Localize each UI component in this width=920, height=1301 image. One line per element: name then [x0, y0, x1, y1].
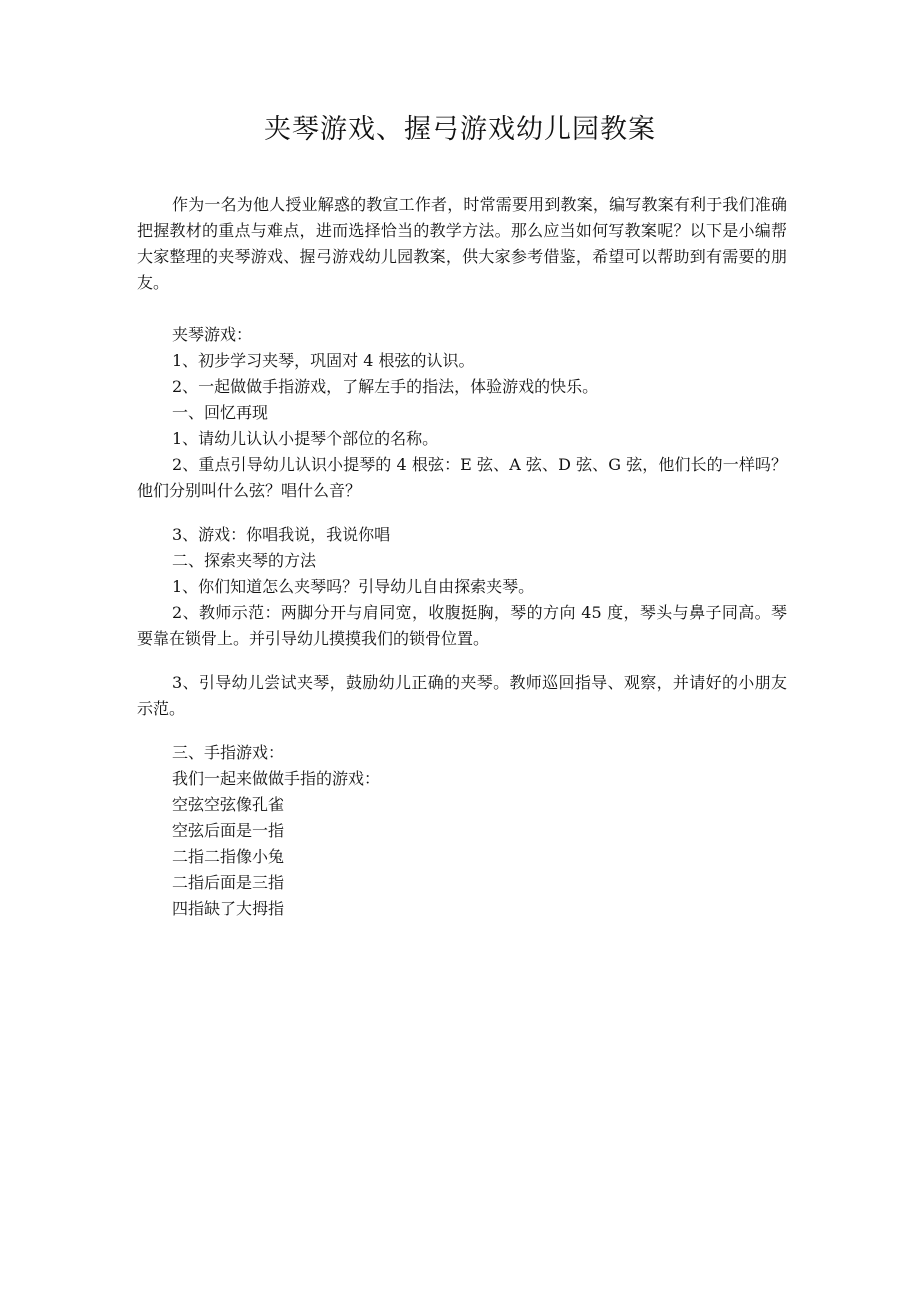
part-1-item-1: 1、请幼儿认认小提琴个部位的名称。 — [172, 429, 439, 448]
part-1-item-3: 3、游戏：你唱我说，我说你唱 — [172, 525, 391, 544]
goal-item-2: 2、一起做做手指游戏，了解左手的指法，体验游戏的快乐。 — [172, 377, 599, 396]
part-3-intro: 我们一起来做做手指的游戏： — [172, 769, 381, 788]
part-2-item-2: 2、教师示范：两脚分开与肩同宽，收腹挺胸，琴的方向 45 度，琴头与鼻子同高。琴要靠在锁骨上。并引导幼儿摸摸我们的锁骨位置。 — [137, 603, 787, 648]
part-3-heading: 三、手指游戏： — [172, 743, 285, 762]
rhyme-line-5: 四指缺了大拇指 — [172, 899, 285, 918]
intro-paragraph: 作为一名为他人授业解惑的教宣工作者，时常需要用到教案，编写教案有利于我们准确把握教材的重点与难点，进而选择恰当的教学方法。那么应当如何写教案呢？以下是小编帮大家整理的夹琴游戏、握弓游戏幼儿园教案，供大家参考借鉴，希望可以帮助到有需要的朋友。 — [137, 195, 787, 292]
rhyme-line-2: 空弦后面是一指 — [172, 821, 285, 840]
document-body — [137, 192, 787, 922]
part-2-item-1: 1、你们知道怎么夹琴吗？引导幼儿自由探索夹琴。 — [172, 577, 535, 596]
goal-item-1: 1、初步学习夹琴，巩固对 4 根弦的认识。 — [172, 351, 475, 370]
rhyme-line-1: 空弦空弦像孔雀 — [172, 795, 285, 814]
part-2-heading: 二、探索夹琴的方法 — [172, 551, 317, 570]
section-heading: 夹琴游戏： — [172, 325, 253, 344]
document-title: 夹琴游戏、握弓游戏幼儿园教案 — [264, 114, 656, 145]
rhyme-line-3: 二指二指像小兔 — [172, 847, 285, 866]
part-2-item-3: 3、引导幼儿尝试夹琴，鼓励幼儿正确的夹琴。教师巡回指导、观察，并请好的小朋友示范。 — [137, 673, 787, 718]
part-1-item-2: 2、重点引导幼儿认识小提琴的 4 根弦：E 弦、A 弦、D 弦、G 弦，他们长的一样吗？他们分别叫什么弦？唱什么音？ — [137, 455, 787, 500]
part-1-heading: 一、回忆再现 — [172, 403, 269, 422]
rhyme-line-4: 二指后面是三指 — [172, 873, 285, 892]
